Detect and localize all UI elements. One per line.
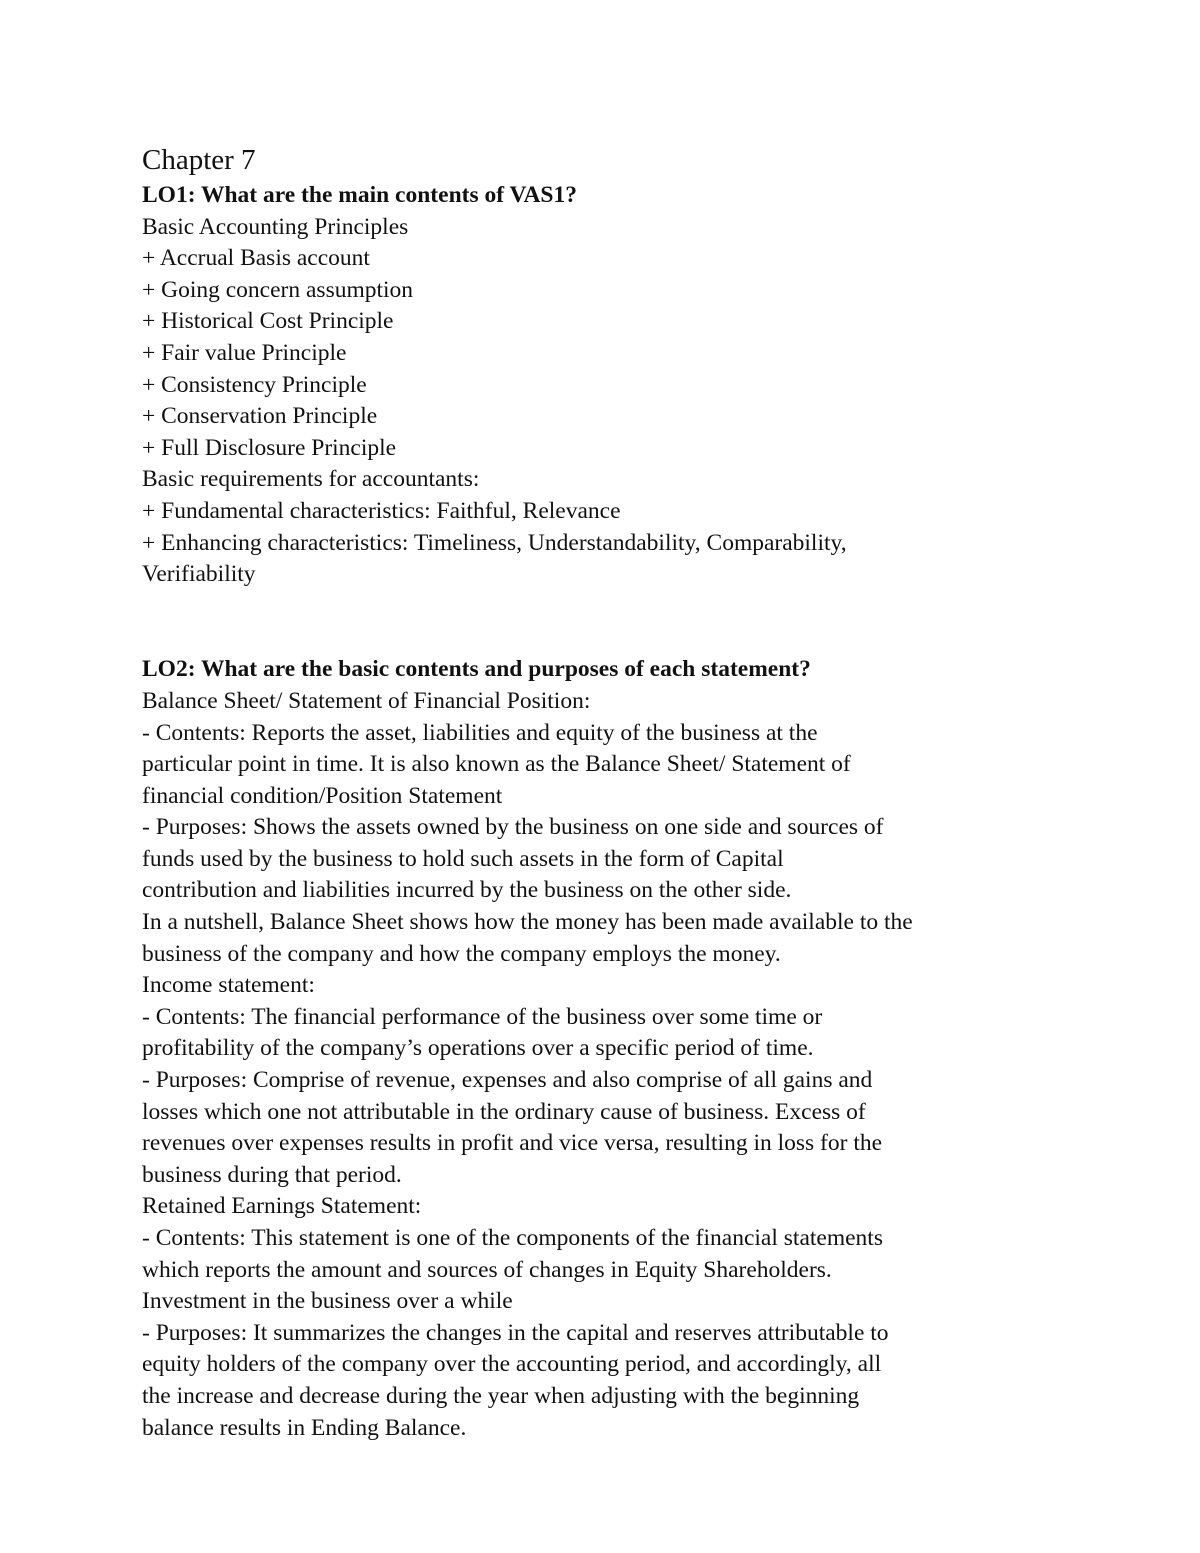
text-line: - Contents: The financial performance of the business over some time or (142, 1003, 823, 1030)
text-line: particular point in time. It is also known as the Balance Sheet/ Statement of (142, 751, 851, 778)
text-line: contribution and liabilities incurred by the business on the other side. (142, 877, 792, 904)
text-line: Basic requirements for accountants: (142, 466, 480, 493)
text-line: - Purposes: Shows the assets owned by the business on one side and sources of (142, 814, 884, 841)
text-line: Income statement: (142, 972, 315, 999)
text-line: funds used by the business to hold such assets in the form of Capital (142, 845, 784, 872)
text-line: revenues over expenses results in profit and vice versa, resulting in loss for the (142, 1130, 883, 1157)
text-line: + Full Disclosure Principle (142, 434, 397, 461)
text-line: which reports the amount and sources of changes in Equity Shareholders. (142, 1256, 832, 1283)
text-line: + Enhancing characteristics: Timeliness, Understandability, Comparability, (142, 529, 847, 556)
text-line: Balance Sheet/ Statement of Financial Position: (142, 687, 591, 714)
text-line: In a nutshell, Balance Sheet shows how the money has been made available to the (142, 909, 913, 936)
text-line: + Accrual Basis account (142, 245, 370, 272)
page-title: Chapter 7 (142, 144, 256, 176)
text-line: profitability of the company’s operations over a specific period of time. (142, 1035, 814, 1062)
text-line: balance results in Ending Balance. (142, 1414, 467, 1441)
document-body (142, 180, 1102, 1444)
text-line: business of the company and how the company employs the money. (142, 940, 781, 967)
text-line: Verifiability (142, 561, 256, 588)
text-line: + Fundamental characteristics: Faithful, Relevance (142, 497, 621, 524)
text-line: + Fair value Principle (142, 339, 347, 366)
document-page (142, 140, 1102, 1444)
text-line: + Conservation Principle (142, 403, 378, 430)
blank-line (142, 607, 1102, 639)
text-line: the increase and decrease during the year when adjusting with the beginning (142, 1382, 860, 1409)
text-line: - Purposes: Comprise of revenue, expenses and also comprise of all gains and (142, 1067, 873, 1094)
text-line: + Consistency Principle (142, 371, 367, 398)
text-line: + Going concern assumption (142, 276, 414, 303)
text-line: Investment in the business over a while (142, 1288, 513, 1315)
text-line: equity holders of the company over the accounting period, and accordingly, all (142, 1351, 882, 1378)
text-line: Retained Earnings Statement: (142, 1193, 422, 1220)
text-line: Basic Accounting Principles (142, 213, 409, 240)
section-heading: LO2: What are the basic contents and purposes of each statement? (142, 656, 811, 683)
text-line: + Historical Cost Principle (142, 308, 394, 335)
text-line: losses which one not attributable in the ordinary cause of business. Excess of (142, 1098, 866, 1125)
text-line: business during that period. (142, 1161, 402, 1188)
text-line: - Purposes: It summarizes the changes in the capital and reserves attributable to (142, 1319, 889, 1346)
text-line: financial condition/Position Statement (142, 782, 503, 809)
section-heading: LO1: What are the main contents of VAS1? (142, 182, 577, 208)
text-line: - Contents: Reports the asset, liabilities and equity of the business at the (142, 719, 818, 746)
text-line: - Contents: This statement is one of the components of the financial statements (142, 1225, 883, 1251)
